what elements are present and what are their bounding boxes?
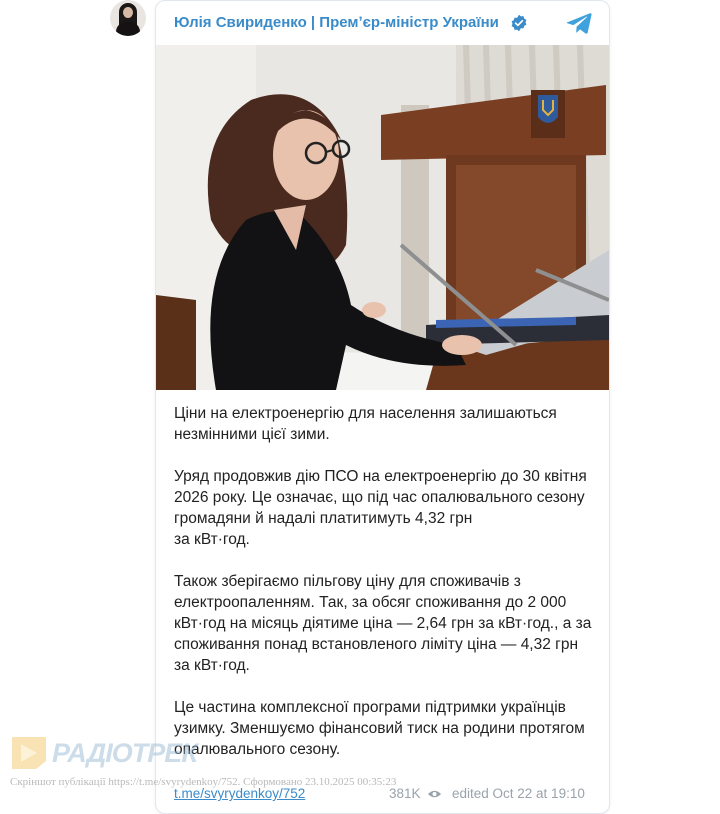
avatar-body bbox=[116, 22, 140, 36]
post-paragraph: Уряд продовжив дію ПСО на електроенергію до 30 квітня 2026 року. Це означає, що під час опалювального сезону громадяни й надалі платитимуть 4,32 грн за кВт·год. bbox=[174, 468, 587, 548]
channel-avatar[interactable] bbox=[110, 0, 146, 36]
verified-badge-icon bbox=[510, 14, 528, 32]
post-text bbox=[174, 403, 594, 781]
post-paragraph: Також зберігаємо пільгову ціну для споживачів з електроопаленням. Так, за обсяг споживання до 2 000 кВт·год на місяць діятиме ціна — 2,64 грн за кВт·год., а за споживання понад встановленого ліміту ціна — 4,32 грн за кВт·год. bbox=[174, 573, 592, 674]
avatar-face bbox=[123, 7, 133, 18]
watermark-brand: РАДІОТРЕК bbox=[52, 738, 197, 768]
post-photo[interactable] bbox=[156, 45, 609, 390]
capture-note: Скріншот публікації https://t.me/svyrydenkoy/752. Сформовано 23.10.2025 00:35:23 bbox=[10, 776, 397, 788]
post-paragraph: Це частина комплексної програми підтримки українців узимку. Зменшуємо фінансовий тиск на родини протягом опалювального сезону. bbox=[174, 699, 585, 758]
edited-timestamp: edited Oct 22 at 19:10 bbox=[452, 786, 585, 801]
radiotrek-logo-icon bbox=[10, 735, 48, 771]
post-header bbox=[156, 1, 609, 45]
post-link[interactable]: t.me/svyrydenkoy/752 bbox=[174, 786, 306, 801]
telegram-post-card bbox=[155, 0, 610, 814]
post-paragraph: Ціни на електроенергію для населення залишаються незмінними цієї зими. bbox=[174, 405, 557, 443]
channel-name[interactable]: Юлія Свириденко | Премʼєр-міністр України bbox=[174, 14, 499, 31]
telegram-icon[interactable] bbox=[566, 11, 592, 35]
post-footer bbox=[174, 786, 594, 806]
view-count: 381K bbox=[389, 786, 421, 801]
radiotrek-watermark bbox=[10, 735, 197, 773]
eye-icon bbox=[427, 789, 442, 799]
